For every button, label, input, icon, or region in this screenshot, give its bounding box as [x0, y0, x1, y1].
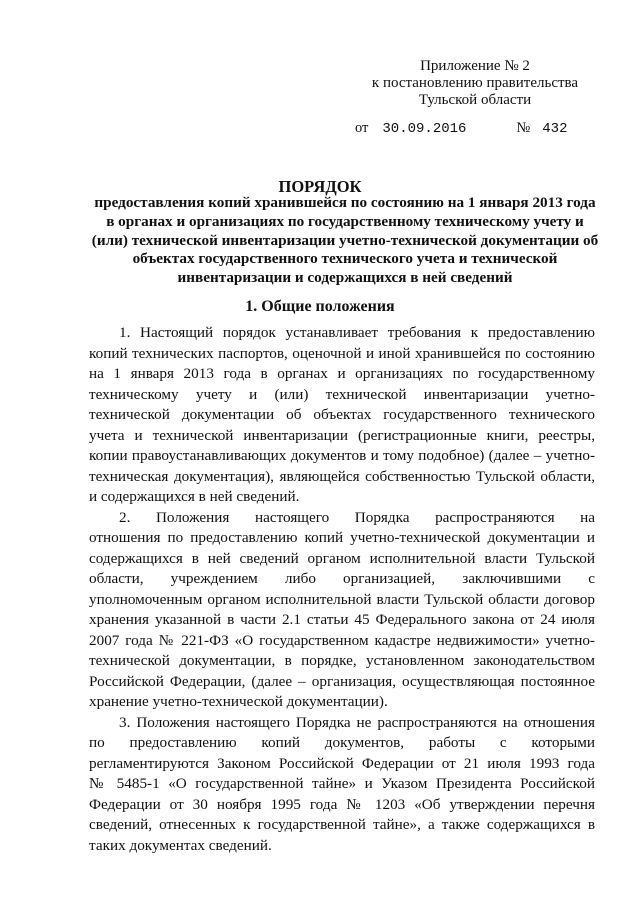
paragraph-1-line: копий технических паспортов, оценочной и иной хранившейся по состоянию [89, 344, 595, 362]
paragraph-1-line: учета и технической инвентаризации (регистрационные книги, реестры, [89, 426, 595, 444]
number-prefix: № [516, 120, 531, 136]
subtitle-line: в органах и организациях по государственному техническому учету и [106, 212, 584, 230]
paragraph-2-line: 2. Положения настоящего Порядка распространяются на [119, 508, 595, 526]
paragraph-1-line: копии правоустанавливающих документов и тому подобное) (далее – учетно- [89, 447, 595, 464]
subtitle-line: (или) технической инвентаризации учетно-технической документации об [91, 231, 599, 249]
paragraph-3-line: Федерации от 30 ноября 1995 года № 1203 «Об утверждении перечня [89, 795, 595, 813]
paragraph-3-line: регламентируются Законом Российской Федерации от 21 июля 1993 года [89, 754, 595, 772]
paragraph-3-line: по предоставлению копий документов, работы с которыми [89, 734, 595, 751]
paragraph-2-line: содержащихся в ней сведений органом исполнительной власти Тульской [89, 549, 595, 567]
appendix-block [360, 58, 590, 109]
paragraph-2-line: хранения указанной в части 2.1 статьи 45 Федерального закона от 24 июля [89, 611, 595, 628]
paragraph-2-line: технической документации, в порядке, установленном законодательством [89, 652, 595, 669]
resolution-date: 30.09.2016 [382, 121, 467, 137]
paragraph-2-line: уполномоченным органом исполнительной власти Тульской области договор [89, 590, 595, 608]
subtitle-line: инвентаризации и содержащихся в ней сведений [177, 269, 513, 287]
resolution-number: 432 [542, 121, 568, 137]
body-text [89, 323, 595, 856]
appendix-line: Приложение № 2 [420, 58, 530, 74]
appendix-line: Тульской области [418, 92, 532, 108]
subtitle-line: объектах государственного технического учета и технической [132, 250, 558, 268]
subtitle-line: предоставления копий хранившейся по состоянию на 1 января 2013 года [94, 194, 596, 211]
paragraph-1-line: технической документации об объектах государственного технического [89, 406, 595, 423]
paragraph-3-line: таких документах сведений. [89, 836, 272, 854]
paragraph-2-line: Российской Федерации, (далее – организация, осуществляющая постоянное [89, 672, 595, 690]
paragraph-2-line: области, учреждением либо организацией, заключившими с [89, 570, 595, 587]
paragraph-1-line: и содержащихся в ней сведений. [89, 488, 300, 505]
paragraph-3-line: сведений, отнесенных к государственной тайне», а также содержащихся в [89, 816, 595, 833]
section-heading: 1. Общие положения [245, 298, 395, 315]
paragraph-1-line: на 1 января 2013 года в органах и организациях по государственному [89, 365, 595, 382]
paragraph-2-line: хранение учетно-технической документации). [89, 693, 388, 710]
document-subtitle [90, 194, 600, 288]
paragraph-1-line: техническая документация), являющейся собственностью Тульской области, [89, 467, 595, 485]
paragraph-2-line: отношения по предоставлению копий учетно-технической документации и [89, 529, 595, 546]
appendix-line: к постановлению правительства [371, 75, 579, 91]
paragraph-3-line: № 5485-1 «О государственной тайне» и Указом Президента Российской [89, 775, 595, 792]
paragraph-1-line: 1. Настоящий порядок устанавливает требования к предоставлению [119, 324, 595, 341]
resolution-reference [355, 120, 567, 138]
date-prefix: от [355, 120, 369, 136]
document-title: ПОРЯДОК [278, 177, 362, 196]
paragraph-3-line: 3. Положения настоящего Порядка не распространяются на отношения [119, 713, 595, 731]
paragraph-1-line: техническому учету и (или) технической инвентаризации учетно- [89, 385, 595, 403]
paragraph-2-line: 2007 года № 221-ФЗ «О государственном кадастре недвижимости» учетно- [89, 631, 595, 649]
